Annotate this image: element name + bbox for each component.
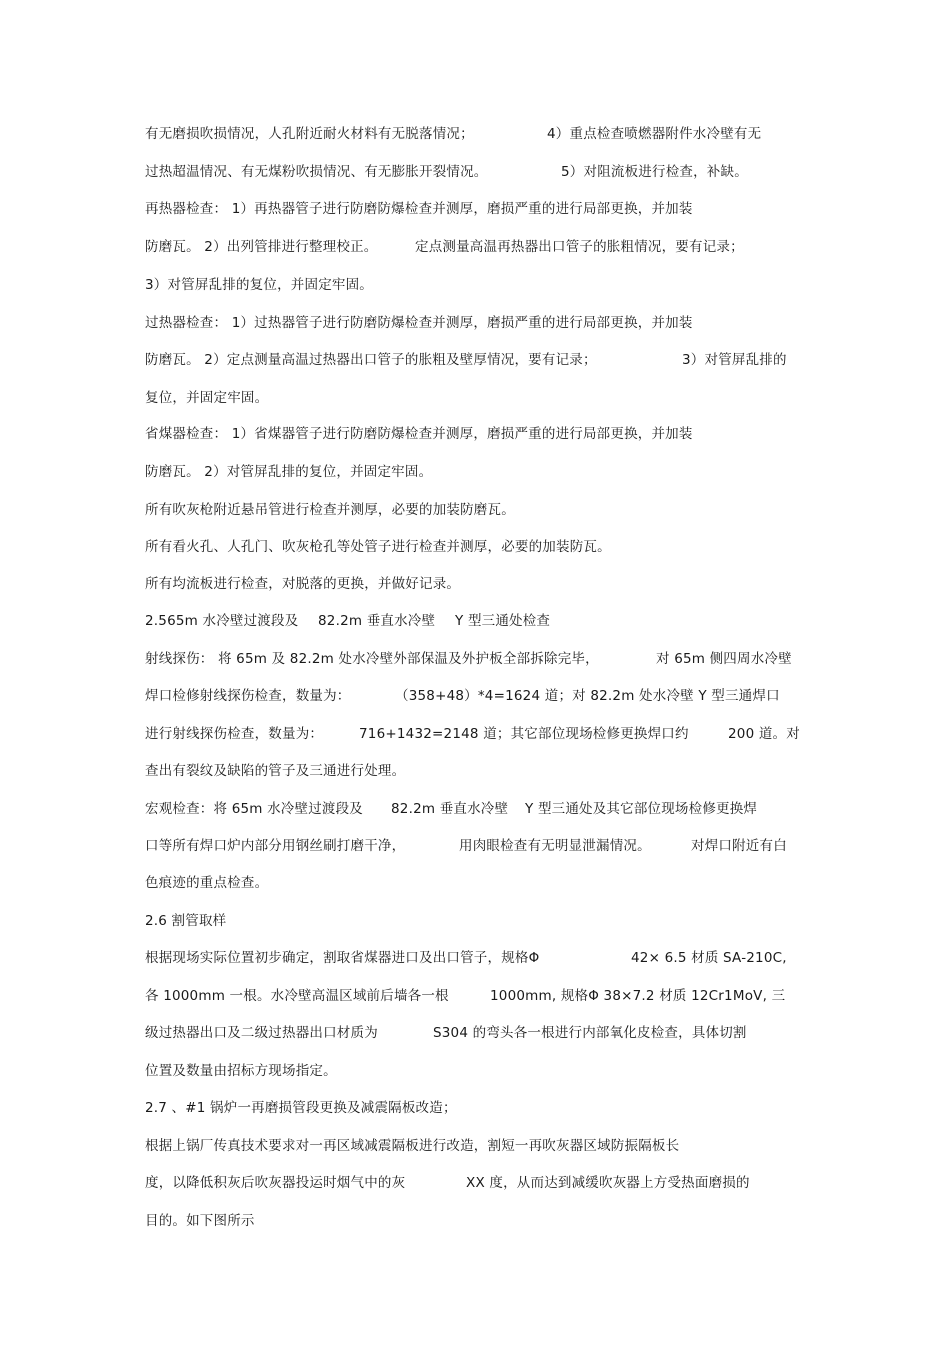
section-heading [145, 612, 551, 630]
text-segment: 1000mm, 规格Φ 38×7.2 材质 12Cr1MoV, 三 [490, 988, 786, 1004]
text-line [145, 762, 405, 780]
text-segment: 再热器检查： 1）再热器管子进行防磨防爆检查并测厚，磨损严重的进行局部更换，并加装 [145, 201, 693, 217]
section-heading [145, 1099, 457, 1117]
text-line [145, 725, 800, 743]
text-segment: 716+1432=2148 道；其它部位现场检修更换焊口约 [359, 726, 689, 742]
text-line [145, 575, 460, 593]
text-line [145, 687, 780, 705]
text-segment: 复位，并固定牢固。 [145, 390, 269, 406]
text-segment: XX 度，从而达到减缓吹灰器上方受热面磨损的 [466, 1175, 750, 1191]
text-segment: 3）对管屏乱排的复位，并固定牢固。 [145, 277, 373, 293]
text-line [145, 200, 693, 218]
section-heading [145, 912, 226, 930]
text-line [145, 1212, 255, 1230]
text-segment: 42× 6.5 材质 SA-210C, [631, 950, 787, 966]
text-line [145, 538, 611, 556]
text-segment: 根据上锅厂传真技术要求对一再区域减震隔板进行改造，割短一再吹灰器区域防振隔板长 [145, 1138, 680, 1154]
text-segment: 各 1000mm 一根。水冷壁高温区域前后墙各一根 [145, 988, 449, 1004]
text-segment: 省煤器检查： 1）省煤器管子进行防磨防爆检查并测厚，磨损严重的进行局部更换，并加装 [145, 426, 693, 442]
text-segment: （358+48）*4=1624 道；对 82.2m 处水冷壁 Y 型三通焊口 [395, 688, 780, 704]
text-line [145, 1062, 337, 1080]
text-segment: 防磨瓦。 2）出列管排进行整理校正。 [145, 239, 378, 255]
text-segment: 对焊口附近有白 [691, 838, 787, 854]
text-segment: 所有均流板进行检查，对脱落的更换，并做好记录。 [145, 576, 461, 592]
text-line [145, 425, 693, 443]
text-segment: 级过热器出口及二级过热器出口材质为 [145, 1025, 378, 1041]
text-segment: 焊口检修射线探伤检查，数量为： [145, 688, 351, 704]
text-segment: 定点测量高温再热器出口管子的胀粗情况，要有记录； [415, 239, 744, 255]
text-segment: 查出有裂纹及缺陷的管子及三通进行处理。 [145, 763, 406, 779]
text-line [145, 949, 787, 967]
text-line [145, 125, 762, 143]
text-segment: 位置及数量由招标方现场指定。 [145, 1063, 337, 1079]
text-line [145, 800, 758, 818]
text-line [145, 837, 787, 855]
text-segment: 2.565m 水冷壁过渡段及 [145, 613, 299, 629]
text-line [145, 501, 515, 519]
text-segment: 进行射线探伤检查，数量为： [145, 726, 324, 742]
text-segment: 82.2m 垂直水冷壁 [318, 613, 436, 629]
text-segment: 根据现场实际位置初步确定，割取省煤器进口及出口管子，规格Φ [145, 950, 540, 966]
text-segment: 5）对阻流板进行检查，补缺。 [561, 164, 748, 180]
text-segment: 有无磨损吹损情况，人孔附近耐火材料有无脱落情况； [145, 126, 474, 142]
text-segment: 目的。如下图所示 [145, 1213, 255, 1229]
text-segment: Y 型三通处及其它部位现场检修更换焊 [525, 801, 758, 817]
text-segment: Y 型三通处检查 [455, 613, 551, 629]
text-segment: 度，以降低积灰后吹灰器投运时烟气中的灰 [145, 1175, 406, 1191]
text-segment: 色痕迹的重点检查。 [145, 875, 269, 891]
text-line [145, 238, 744, 256]
text-segment: 所有吹灰枪附近悬吊管进行检查并测厚，必要的加装防磨瓦。 [145, 502, 515, 518]
text-line [145, 1024, 747, 1042]
text-line [145, 314, 693, 332]
text-segment: 200 道。对 [728, 726, 800, 742]
text-segment: 过热器检查： 1）过热器管子进行防磨防爆检查并测厚，磨损严重的进行局部更换，并加装 [145, 315, 693, 331]
text-line [145, 1174, 750, 1192]
text-line [145, 389, 268, 407]
text-line [145, 463, 432, 481]
text-segment: 宏观检查：将 65m 水冷壁过渡段及 [145, 801, 364, 817]
text-line [145, 874, 268, 892]
text-line [145, 987, 786, 1005]
text-line [145, 650, 792, 668]
text-line [145, 163, 748, 181]
text-segment: 3）对管屏乱排的 [682, 352, 787, 368]
text-segment: 2.7 、#1 锅炉一再磨损管段更换及减震隔板改造； [145, 1100, 457, 1116]
text-segment: S304 的弯头各一根进行内部氧化皮检查，具体切割 [433, 1025, 747, 1041]
text-segment: 防磨瓦。 2）定点测量高温过热器出口管子的胀粗及壁厚情况，要有记录； [145, 352, 597, 368]
text-line [145, 276, 373, 294]
text-segment: 用肉眼检查有无明显泄漏情况。 [459, 838, 651, 854]
text-segment: 2.6 割管取样 [145, 913, 227, 929]
text-line [145, 351, 787, 369]
text-segment: 82.2m 垂直水冷壁 [391, 801, 509, 817]
text-segment: 射线探伤： 将 65m 及 82.2m 处水冷壁外部保温及外护板全部拆除完毕， [145, 651, 599, 667]
text-segment: 防磨瓦。 2）对管屏乱排的复位，并固定牢固。 [145, 464, 433, 480]
text-line [145, 1137, 679, 1155]
text-segment: 口等所有焊口炉内部分用钢丝刷打磨干净， [145, 838, 406, 854]
text-segment: 4）重点检查喷燃器附件水冷壁有无 [547, 126, 762, 142]
text-segment: 过热超温情况、有无煤粉吹损情况、有无膨胀开裂情况。 [145, 164, 488, 180]
text-segment: 所有看火孔、人孔门、吹灰枪孔等处管子进行检查并测厚，必要的加装防瓦。 [145, 539, 611, 555]
text-segment: 对 65m 侧四周水冷壁 [656, 651, 792, 667]
